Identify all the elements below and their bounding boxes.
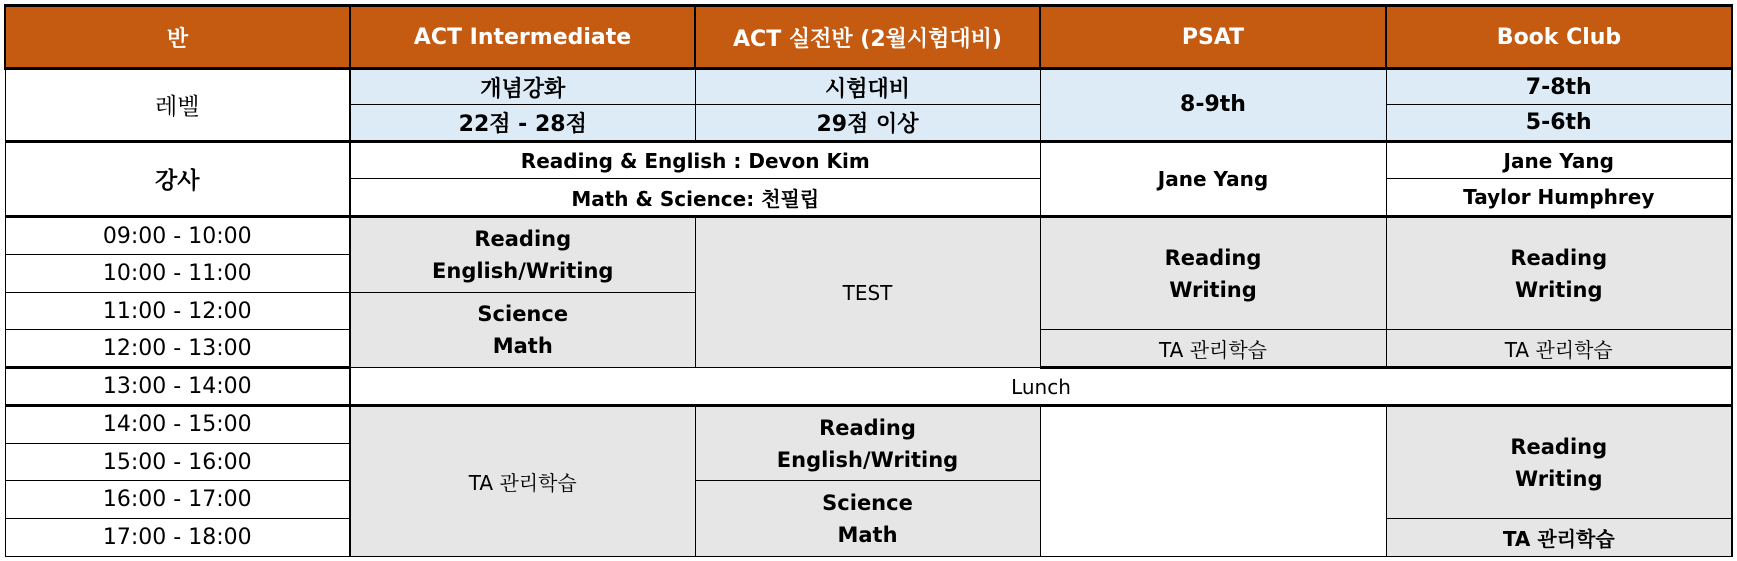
- block-line: Reading: [1510, 245, 1608, 270]
- schedule-table: [4, 4, 1733, 557]
- block-line: Reading: [474, 226, 572, 251]
- block-line: Science: [822, 490, 913, 515]
- time-row: [5, 405, 1732, 443]
- level-psat: 8-9th: [1040, 69, 1386, 141]
- level-label: 레벨: [5, 69, 350, 141]
- instructor-row-1: [5, 141, 1732, 179]
- level-book-2: 5-6th: [1386, 104, 1732, 141]
- level-act-int-2: 22점 - 28점: [350, 104, 695, 141]
- block-line: Reading: [819, 415, 916, 440]
- instructor-book-2: Taylor Humphrey: [1386, 179, 1732, 217]
- block-line: Science: [477, 301, 569, 326]
- level-row-1: [5, 69, 1732, 105]
- time-row: [5, 217, 1732, 255]
- block-line: Reading: [1510, 434, 1608, 459]
- block-line: Math: [492, 333, 553, 358]
- header-psat: PSAT: [1040, 6, 1386, 69]
- lunch-row: [5, 368, 1732, 406]
- psat-ta-morning: TA 관리학습: [1040, 330, 1386, 368]
- act-real-afternoon-block-2: [695, 481, 1040, 557]
- block-line: Writing: [1514, 277, 1603, 302]
- instructor-act-math: Math & Science: 천필립: [350, 179, 1040, 217]
- psat-morning-block: [1040, 217, 1386, 330]
- instructor-label: 강사: [5, 141, 350, 217]
- psat-afternoon-empty: [1040, 405, 1386, 556]
- header-row: [5, 6, 1732, 69]
- level-act-real-1: 시험대비: [695, 69, 1040, 105]
- header-act-real: ACT 실전반 (2월시험대비): [695, 6, 1040, 69]
- time-cell: 09:00 - 10:00: [5, 217, 350, 255]
- act-int-morning-block-1: [350, 217, 695, 293]
- time-cell: 16:00 - 17:00: [5, 481, 350, 519]
- instructor-act-reading: Reading & English : Devon Kim: [350, 141, 1040, 179]
- time-cell: 17:00 - 18:00: [5, 519, 350, 557]
- header-class: 반: [5, 6, 350, 69]
- book-ta-morning: TA 관리학습: [1386, 330, 1732, 368]
- time-cell: 11:00 - 12:00: [5, 292, 350, 330]
- block-line: English/Writing: [776, 447, 959, 472]
- instructor-psat: Jane Yang: [1040, 141, 1386, 217]
- block-line: Reading: [1164, 245, 1262, 270]
- block-line: English/Writing: [432, 258, 614, 283]
- act-real-afternoon-block-1: [695, 405, 1040, 481]
- time-cell: 13:00 - 14:00: [5, 368, 350, 406]
- act-int-afternoon-ta: TA 관리학습: [350, 405, 695, 556]
- book-afternoon-block: [1386, 405, 1732, 518]
- time-cell: 10:00 - 11:00: [5, 254, 350, 292]
- header-act-intermediate: ACT Intermediate: [350, 6, 695, 69]
- lunch-cell: Lunch: [350, 368, 1732, 406]
- book-morning-block: [1386, 217, 1732, 330]
- level-book-1: 7-8th: [1386, 69, 1732, 105]
- time-cell: 14:00 - 15:00: [5, 405, 350, 443]
- book-ta-afternoon: TA 관리학습: [1386, 519, 1732, 557]
- act-real-morning-test: TEST: [695, 217, 1040, 368]
- level-act-real-2: 29점 이상: [695, 104, 1040, 141]
- act-int-morning-block-2: [350, 292, 695, 368]
- block-line: Writing: [1169, 277, 1257, 302]
- level-act-int-1: 개념강화: [350, 69, 695, 105]
- header-book-club: Book Club: [1386, 6, 1732, 69]
- block-line: Math: [837, 522, 898, 547]
- block-line: Writing: [1514, 466, 1603, 491]
- time-cell: 15:00 - 16:00: [5, 443, 350, 481]
- instructor-book-1: Jane Yang: [1386, 141, 1732, 179]
- time-cell: 12:00 - 13:00: [5, 330, 350, 368]
